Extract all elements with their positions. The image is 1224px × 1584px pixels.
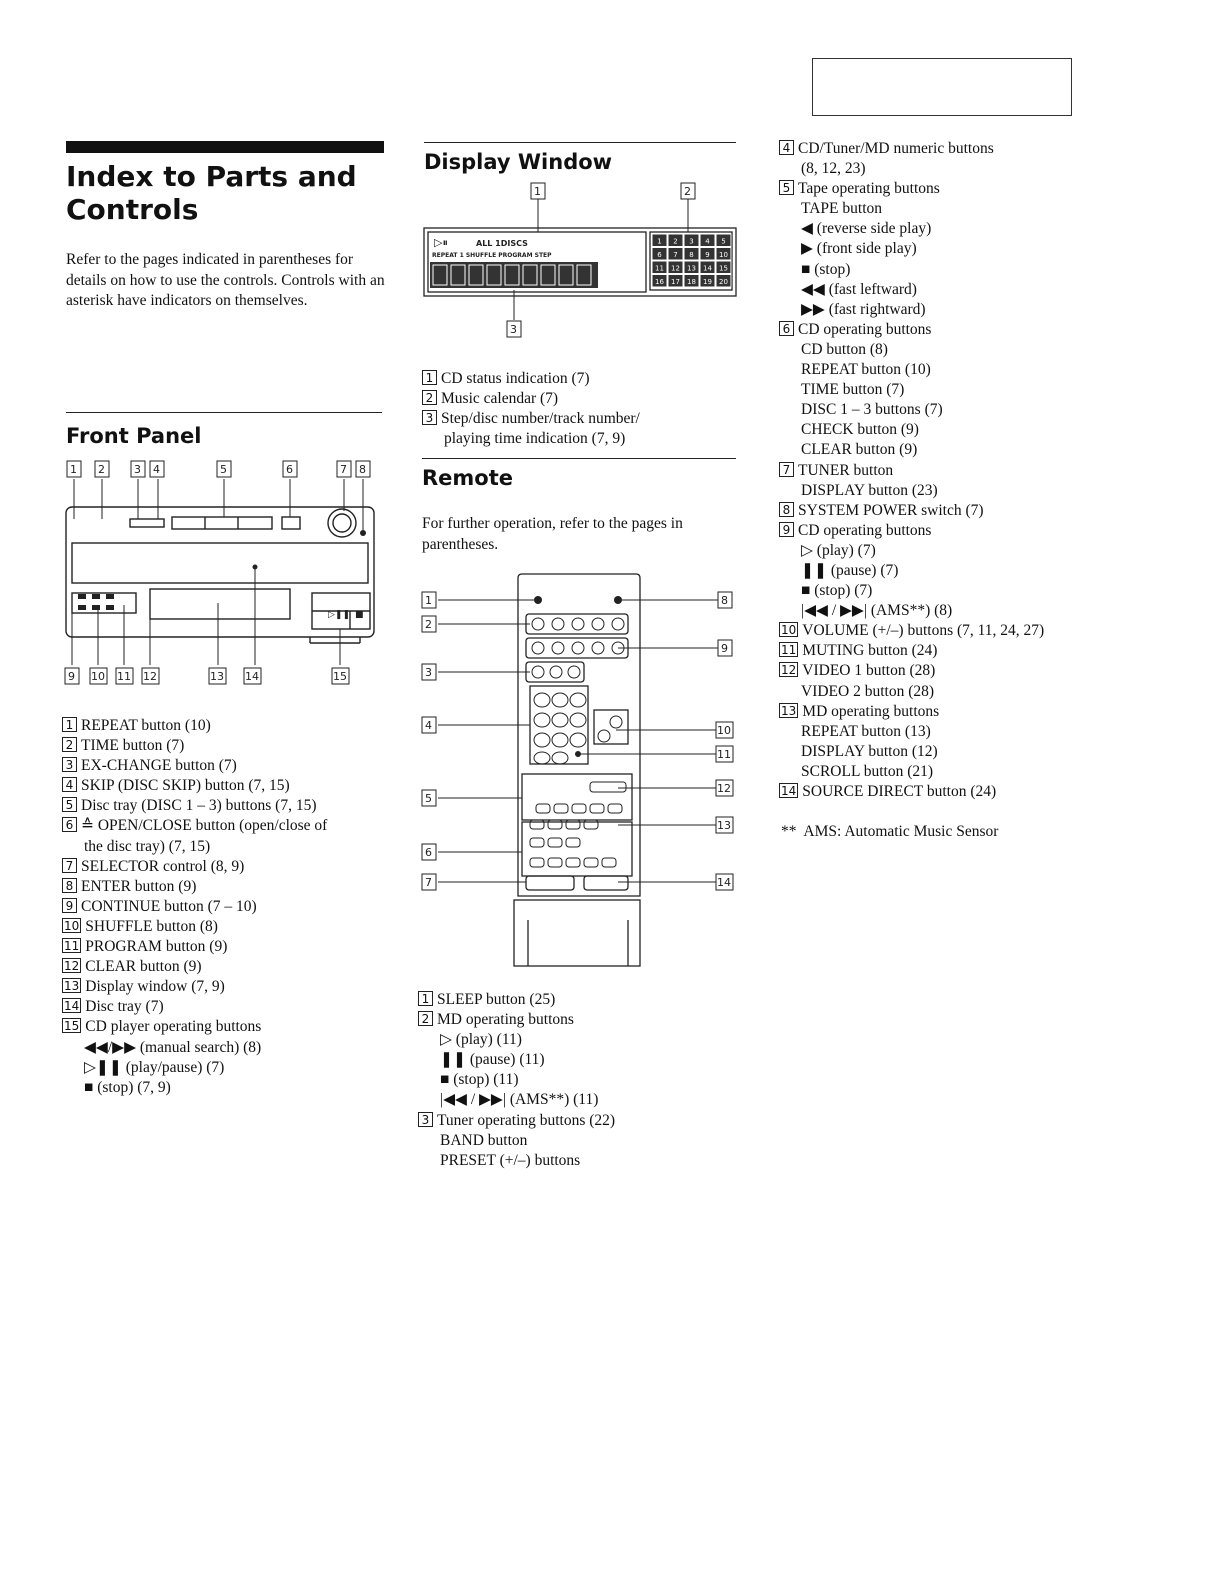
svg-text:▷❚❚: ▷❚❚ xyxy=(328,610,351,620)
item-text: ❚❚ (pause) (11) xyxy=(440,1051,545,1069)
calendar-number: 20 xyxy=(719,278,728,286)
item-number-badge: 8 xyxy=(62,878,77,893)
item-text: CD button (8) xyxy=(801,340,888,358)
list-item xyxy=(418,1151,615,1171)
svg-text:2: 2 xyxy=(98,463,105,476)
list-item xyxy=(62,776,327,796)
list-item xyxy=(779,601,1044,621)
list-item xyxy=(779,742,1044,762)
item-text: DISC 1 – 3 buttons (7) xyxy=(801,401,943,419)
item-text: REPEAT button (10) xyxy=(801,361,931,379)
dw-callout-1 xyxy=(531,183,545,199)
item-number-badge: 6 xyxy=(62,817,77,832)
fp-callout-5 xyxy=(217,461,231,477)
item-number-badge: 15 xyxy=(64,1019,80,1034)
front-panel-diagram xyxy=(60,455,390,695)
item-number-badge: 13 xyxy=(64,979,80,994)
list-item xyxy=(418,1090,615,1110)
calendar-number: 8 xyxy=(689,251,694,259)
rm-callout-11 xyxy=(716,746,733,762)
fp-callout-1 xyxy=(67,461,81,477)
svg-text:14: 14 xyxy=(717,876,731,889)
fp-callout-10 xyxy=(90,668,107,684)
list-item xyxy=(62,857,327,877)
calendar-number: 2 xyxy=(673,237,678,246)
item-number-badge: 9 xyxy=(62,898,77,913)
item-number-badge: 4 xyxy=(779,140,794,155)
ams-footnote: ** AMS: Automatic Music Sensor xyxy=(781,823,999,840)
fp-callout-3 xyxy=(131,461,145,477)
fp-callout-6 xyxy=(283,461,297,477)
list-item xyxy=(62,937,327,957)
rm-callout-6 xyxy=(422,844,436,860)
list-item xyxy=(62,816,327,836)
item-text: EX-CHANGE button (7) xyxy=(81,757,237,775)
calendar-number: 9 xyxy=(705,251,710,259)
item-text: TIME button (7) xyxy=(801,381,905,399)
item-text: SELECTOR control (8, 9) xyxy=(81,857,245,875)
item-text: SYSTEM POWER switch (7) xyxy=(798,501,984,519)
svg-text:4: 4 xyxy=(425,719,432,732)
list-item xyxy=(418,1030,615,1050)
item-text: Disc tray (7) xyxy=(85,998,164,1016)
list-item xyxy=(779,782,1044,802)
item-number-badge: 4 xyxy=(62,777,77,792)
item-text: SHUFFLE button (8) xyxy=(85,917,218,935)
item-text: Disc tray (DISC 1 – 3) buttons (7, 15) xyxy=(81,797,317,815)
svg-text:3: 3 xyxy=(425,666,432,679)
list-item xyxy=(779,159,1044,179)
item-text: ≙ OPEN/CLOSE button (open/close of xyxy=(81,817,328,835)
list-item xyxy=(62,877,327,897)
list-item xyxy=(779,661,1044,681)
rm-callout-8 xyxy=(718,592,732,608)
item-text: SLEEP button (25) xyxy=(437,991,556,1008)
item-text: Display window (7, 9) xyxy=(85,978,225,996)
item-text: CD player operating buttons xyxy=(85,1018,262,1036)
item-number-badge: 3 xyxy=(62,757,77,772)
list-item xyxy=(779,561,1044,581)
rm-callout-7 xyxy=(422,874,436,890)
svg-text:6: 6 xyxy=(425,846,432,859)
display-window-diagram xyxy=(420,180,740,345)
item-number-badge: 5 xyxy=(779,180,794,195)
item-number-badge: 13 xyxy=(781,703,797,718)
list-item xyxy=(62,736,327,756)
list-item xyxy=(779,420,1044,440)
list-item xyxy=(779,139,1044,159)
header-box xyxy=(812,58,1072,116)
list-item xyxy=(62,917,327,937)
lcd-segments xyxy=(430,262,598,288)
list-item xyxy=(62,997,327,1017)
item-number-badge: 14 xyxy=(781,784,797,798)
calendar-number: 1 xyxy=(657,237,662,246)
item-number-badge: 9 xyxy=(779,522,794,537)
item-text: ▷ (play) (11) xyxy=(440,1031,522,1049)
rm-callout-12 xyxy=(716,780,733,796)
right-column-list xyxy=(779,139,1044,802)
item-text: VIDEO 2 button (28) xyxy=(801,682,935,700)
front-panel-heading: Front Panel xyxy=(66,424,202,448)
item-text: REPEAT button (13) xyxy=(801,722,931,740)
svg-text:9: 9 xyxy=(721,642,728,655)
intro-text: Refer to the pages indicated in parentheses for details on how to use the controls. Controls with an asterisk have indicators on themselves. xyxy=(66,251,385,309)
list-item xyxy=(62,756,327,776)
svg-text:9: 9 xyxy=(68,670,75,683)
list-item xyxy=(422,369,640,389)
fp-callout-9 xyxy=(65,668,79,684)
list-item xyxy=(779,199,1044,219)
item-number-badge: 10 xyxy=(781,623,797,638)
item-number-badge: 10 xyxy=(64,918,80,933)
calendar-number: 14 xyxy=(703,264,712,273)
svg-text:5: 5 xyxy=(425,792,432,805)
item-text: VOLUME (+/–) buttons (7, 11, 24, 27) xyxy=(802,622,1045,640)
item-text: Tape operating buttons xyxy=(798,180,940,198)
item-text: playing time indication (7, 9) xyxy=(444,430,626,448)
rm-callout-2 xyxy=(422,616,436,632)
svg-text:2: 2 xyxy=(684,185,691,198)
list-item xyxy=(779,762,1044,782)
calendar-number: 11 xyxy=(655,264,664,273)
item-text: BAND button xyxy=(440,1131,528,1149)
item-number-badge: 3 xyxy=(418,1112,433,1127)
title-bar-rule xyxy=(66,141,384,153)
svg-text:7: 7 xyxy=(425,876,432,889)
item-text: CONTINUE button (7 – 10) xyxy=(81,897,257,915)
fp-callout-14 xyxy=(244,668,261,684)
item-text: ▶▶ (fast rightward) xyxy=(801,300,926,318)
item-text: |◀◀ / ▶▶| (AMS**) (11) xyxy=(440,1091,599,1109)
svg-text:8: 8 xyxy=(721,594,728,607)
item-text: CD operating buttons xyxy=(798,521,932,539)
display-window xyxy=(150,589,290,619)
item-number-badge: 14 xyxy=(64,999,80,1014)
list-item xyxy=(62,957,327,977)
item-text: VIDEO 1 button (28) xyxy=(802,662,936,680)
svg-text:■: ■ xyxy=(355,610,364,620)
item-text: PRESET (+/–) buttons xyxy=(440,1151,581,1169)
item-text: ▶ (front side play) xyxy=(801,240,917,258)
rm-callout-13 xyxy=(716,817,733,833)
svg-text:3: 3 xyxy=(510,323,517,336)
svg-text:12: 12 xyxy=(717,782,731,795)
svg-text:13: 13 xyxy=(717,819,731,832)
svg-text:5: 5 xyxy=(220,463,227,476)
rm-callout-9 xyxy=(718,640,732,656)
item-text: DISPLAY button (23) xyxy=(801,481,938,499)
lcd-text-1: ALL 1DISCS xyxy=(476,239,528,248)
fp-callout-13 xyxy=(209,668,226,684)
list-item xyxy=(422,429,640,449)
list-item xyxy=(62,716,327,736)
list-item xyxy=(779,541,1044,561)
item-number-badge: 1 xyxy=(418,991,433,1006)
list-item xyxy=(779,280,1044,300)
svg-text:10: 10 xyxy=(91,670,105,683)
item-text: ■ (stop) (7) xyxy=(801,582,873,600)
item-text: ◀ (reverse side play) xyxy=(801,220,932,238)
item-text: MUTING button (24) xyxy=(802,642,938,660)
item-text: CHECK button (9) xyxy=(801,421,919,439)
lcd-text-2: REPEAT 1 SHUFFLE PROGRAM STEP xyxy=(432,252,552,259)
remote-diagram xyxy=(418,570,740,970)
list-item xyxy=(779,521,1044,541)
item-number-badge: 7 xyxy=(62,858,77,873)
item-text: |◀◀ / ▶▶| (AMS**) (8) xyxy=(801,602,953,620)
item-number-badge: 11 xyxy=(64,939,80,954)
rm-callout-3 xyxy=(422,664,436,680)
list-item xyxy=(62,897,327,917)
svg-text:10: 10 xyxy=(717,724,731,737)
fp-callout-8 xyxy=(356,461,370,477)
item-text: CLEAR button (9) xyxy=(85,958,202,976)
item-text: (8, 12, 23) xyxy=(801,160,866,178)
item-number-badge: 11 xyxy=(781,643,797,658)
rm-callout-10 xyxy=(716,722,733,738)
list-item xyxy=(62,977,327,997)
fp-callout-7 xyxy=(337,461,351,477)
rm-callout-1 xyxy=(422,592,436,608)
item-text: CD operating buttons xyxy=(798,320,932,338)
item-number-badge: 2 xyxy=(418,1011,433,1026)
list-item xyxy=(62,1017,327,1037)
item-text: MD operating buttons xyxy=(437,1011,574,1029)
item-number-badge: 1 xyxy=(422,370,437,385)
item-text: CLEAR button (9) xyxy=(801,441,918,459)
rm-callout-4 xyxy=(422,717,436,733)
calendar-number: 6 xyxy=(657,251,662,259)
calendar-number: 7 xyxy=(673,251,678,259)
item-text: CD status indication (7) xyxy=(441,370,590,387)
fp-callout-15 xyxy=(332,668,349,684)
list-item xyxy=(779,360,1044,380)
item-text: ▷❚❚ (play/pause) (7) xyxy=(84,1058,225,1076)
rm-callout-5 xyxy=(422,790,436,806)
list-item xyxy=(418,1010,615,1030)
front-panel-list xyxy=(62,716,327,1098)
calendar-number: 18 xyxy=(687,278,696,286)
list-item xyxy=(779,481,1044,501)
item-text: Step/disc number/track number/ xyxy=(441,410,640,428)
list-item xyxy=(779,581,1044,601)
list-item xyxy=(779,501,1044,521)
page-title: Index to Parts and Controls xyxy=(66,160,357,226)
item-text: SKIP (DISC SKIP) button (7, 15) xyxy=(81,777,290,795)
calendar-grid xyxy=(652,234,731,287)
dw-callout-3 xyxy=(507,321,521,337)
list-item xyxy=(62,1038,327,1058)
item-number-badge: 8 xyxy=(779,502,794,517)
item-text: ◀◀/▶▶ (manual search) (8) xyxy=(84,1038,262,1056)
list-item xyxy=(62,1078,327,1098)
list-item xyxy=(779,702,1044,722)
list-item xyxy=(779,641,1044,661)
list-item xyxy=(779,440,1044,460)
fp-callout-12 xyxy=(142,668,159,684)
display-window-list xyxy=(422,369,640,449)
calendar-number: 17 xyxy=(671,278,680,286)
calendar-number: 12 xyxy=(671,264,680,273)
svg-text:▷⏸: ▷⏸ xyxy=(434,236,448,249)
item-text: SOURCE DIRECT button (24) xyxy=(802,783,997,800)
svg-text:4: 4 xyxy=(153,463,160,476)
calendar-number: 5 xyxy=(721,237,726,246)
item-text: TUNER button xyxy=(798,461,894,479)
list-item xyxy=(422,389,640,409)
item-number-badge: 12 xyxy=(781,663,797,678)
item-text: MD operating buttons xyxy=(802,702,940,720)
fp-callout-2 xyxy=(95,461,109,477)
svg-text:1: 1 xyxy=(425,594,432,607)
list-item xyxy=(779,682,1044,702)
remote-rule xyxy=(422,458,736,459)
list-item xyxy=(62,1058,327,1078)
list-item xyxy=(779,300,1044,320)
calendar-number: 13 xyxy=(687,264,696,273)
list-item xyxy=(418,1070,615,1090)
svg-text:11: 11 xyxy=(117,670,131,683)
list-item xyxy=(779,320,1044,340)
calendar-number: 19 xyxy=(703,278,712,286)
list-item xyxy=(779,340,1044,360)
list-item xyxy=(779,621,1044,641)
list-item xyxy=(62,796,327,816)
item-text: DISPLAY button (12) xyxy=(801,742,938,760)
list-item xyxy=(418,1131,615,1151)
disc-tray-buttons xyxy=(172,517,272,529)
item-number-badge: 2 xyxy=(62,737,77,752)
list-item xyxy=(62,837,327,857)
svg-text:1: 1 xyxy=(70,463,77,476)
svg-text:6: 6 xyxy=(286,463,293,476)
item-text: ■ (stop) xyxy=(801,260,851,278)
remote-heading: Remote xyxy=(422,466,514,490)
item-text: Tuner operating buttons (22) xyxy=(437,1111,616,1129)
item-text: ▷ (play) (7) xyxy=(801,541,876,559)
dw-callout-2 xyxy=(681,183,695,199)
item-text: CD/Tuner/MD numeric buttons xyxy=(798,140,994,157)
svg-text:15: 15 xyxy=(333,670,347,683)
item-text: PROGRAM button (9) xyxy=(85,938,228,956)
item-text: the disc tray) (7, 15) xyxy=(84,837,211,855)
display-window-rule xyxy=(424,142,736,143)
list-item xyxy=(418,1050,615,1070)
item-text: ■ (stop) (7, 9) xyxy=(84,1078,171,1096)
item-text: TAPE button xyxy=(801,200,882,218)
calendar-number: 4 xyxy=(705,237,710,246)
item-text: SCROLL button (21) xyxy=(801,762,934,780)
svg-text:14: 14 xyxy=(245,670,259,683)
item-number-badge: 5 xyxy=(62,797,77,812)
front-panel-rule xyxy=(66,412,382,413)
list-item xyxy=(779,380,1044,400)
item-text: TIME button (7) xyxy=(81,737,185,755)
item-text: ◀◀ (fast leftward) xyxy=(801,280,917,298)
list-item xyxy=(779,722,1044,742)
item-text: ENTER button (9) xyxy=(81,877,197,895)
calendar-number: 3 xyxy=(689,237,694,246)
item-text: ■ (stop) (11) xyxy=(440,1071,519,1089)
rm-callout-14 xyxy=(716,874,733,890)
svg-text:2: 2 xyxy=(425,618,432,631)
item-number-badge: 3 xyxy=(422,410,437,425)
remote-list xyxy=(418,990,615,1171)
repeat-time-buttons xyxy=(130,519,164,527)
list-item xyxy=(779,219,1044,239)
list-item xyxy=(418,990,615,1010)
svg-text:11: 11 xyxy=(717,748,731,761)
svg-text:3: 3 xyxy=(134,463,141,476)
item-number-badge: 12 xyxy=(64,959,80,974)
item-number-badge: 6 xyxy=(779,321,794,336)
list-item xyxy=(779,461,1044,481)
svg-text:1: 1 xyxy=(534,185,541,198)
svg-text:13: 13 xyxy=(210,670,224,683)
list-item xyxy=(779,239,1044,259)
list-item xyxy=(418,1111,615,1131)
svg-text:8: 8 xyxy=(359,463,366,476)
fp-callout-4 xyxy=(150,461,164,477)
list-item xyxy=(779,179,1044,199)
item-text: ❚❚ (pause) (7) xyxy=(801,561,899,579)
list-item xyxy=(422,409,640,429)
svg-text:12: 12 xyxy=(143,670,157,683)
selector-control xyxy=(328,509,356,537)
item-number-badge: 2 xyxy=(422,390,437,405)
svg-text:7: 7 xyxy=(340,463,347,476)
calendar-number: 15 xyxy=(719,264,728,273)
remote-intro: For further operation, refer to the pages in parentheses. xyxy=(422,515,683,553)
list-item xyxy=(779,260,1044,280)
remote-holder xyxy=(514,900,640,966)
calendar-number: 16 xyxy=(655,278,664,286)
fp-callout-11 xyxy=(116,668,133,684)
item-number-badge: 7 xyxy=(779,462,794,477)
calendar-number: 10 xyxy=(719,251,728,259)
item-text: REPEAT button (10) xyxy=(81,717,211,734)
item-number-badge: 1 xyxy=(62,717,77,732)
list-item xyxy=(779,400,1044,420)
display-window-heading: Display Window xyxy=(424,150,613,174)
open-close-button xyxy=(282,517,300,529)
disc-tray-panel xyxy=(72,543,368,583)
item-text: Music calendar (7) xyxy=(441,390,559,408)
